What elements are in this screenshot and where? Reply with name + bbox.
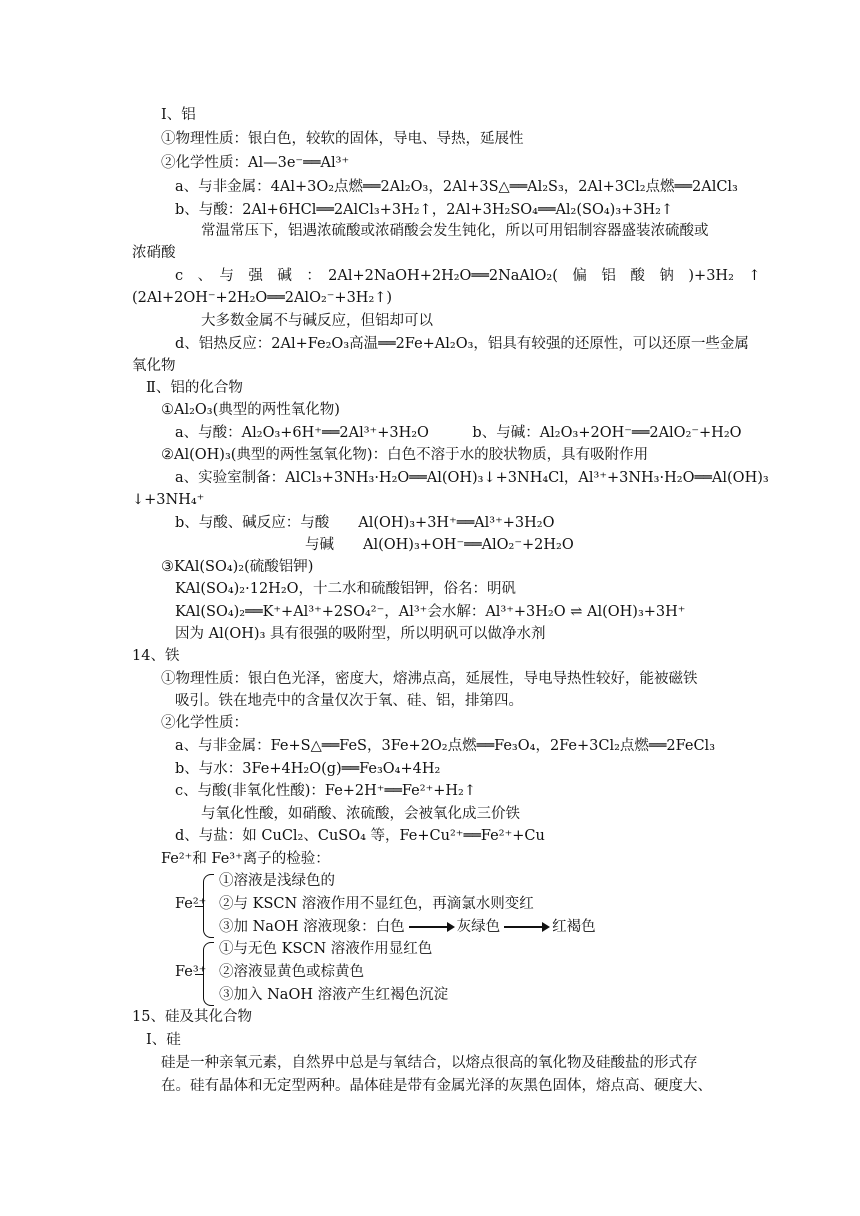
heading-iron: 14、铁: [132, 648, 180, 664]
text-line: Fe²⁺和 Fe³⁺离子的检验：: [161, 851, 330, 867]
fe3-label: Fe³⁺: [175, 964, 207, 980]
fe2-label: Fe²⁺: [175, 896, 207, 912]
text-line: 常温常压下，铝遇浓硫酸或浓硝酸会发生钝化，所以可用铝制容器盛装浓硫酸或: [201, 223, 709, 239]
text-line: c 、 与 强 碱 ： 2Al+2NaOH+2H₂O══2NaAlO₂( 偏 铝 酸 钠 )+3H₂ ↑: [175, 268, 761, 284]
list-item: ②与 KSCN 溶液作用不显红色，再滴氯水则变红: [219, 896, 534, 912]
text-line: KAl(SO₄)₂══K⁺+Al³⁺+2SO₄²⁻，Al³⁺会水解：Al³⁺+3H₂O ⇌ Al(OH)₃+3H⁺: [175, 604, 686, 620]
text-line: 与氧化性酸，如硝酸、浓硫酸，会被氧化成三价铁: [201, 806, 520, 822]
text-line: 与碱 Al(OH)₃+OH⁻══AlO₂⁻+2H₂O: [305, 537, 574, 553]
text-line: ②化学性质：Al—3e⁻══Al³⁺: [161, 155, 350, 171]
brace-icon: [203, 942, 214, 1006]
text-line: 氧化物: [132, 358, 176, 374]
text-line: d、与盐：如 CuCl₂、CuSO₄ 等，Fe+Cu²⁺══Fe²⁺+Cu: [175, 828, 545, 844]
text-line: ①物理性质：银白色光泽，密度大，熔沸点高，延展性，导电导热性较好，能被磁铁: [161, 671, 698, 687]
list-item-text: 灰绿色: [456, 919, 501, 935]
text-line: ①Al₂O₃(典型的两性氧化物): [161, 402, 340, 418]
heading-aluminum-compounds: Ⅱ、铝的化合物: [146, 380, 243, 396]
arrow-right-icon: [409, 926, 453, 928]
list-item-text: ③加 NaOH 溶液现象：白色: [219, 919, 405, 935]
list-item: ①与无色 KSCN 溶液作用显红色: [219, 941, 433, 957]
text-line: a、与非金属：Fe+S△══FeS，3Fe+2O₂点燃══Fe₃O₄，2Fe+3Cl₂点燃══2FeCl₃: [175, 738, 716, 754]
text-line: 因为 Al(OH)₃ 具有很强的吸附型，所以明矾可以做净水剂: [175, 626, 546, 642]
list-item: ②溶液显黄色或棕黄色: [219, 964, 364, 980]
text-line: b、与酸、碱反应：与酸 Al(OH)₃+3H⁺══Al³⁺+3H₂O: [175, 515, 555, 531]
list-item: ③加入 NaOH 溶液产生红褐色沉淀: [219, 987, 449, 1003]
list-item: [219, 916, 596, 938]
text-line: d、铝热反应：2Al+Fe₂O₃高温══2Fe+Al₂O₃，铝具有较强的还原性，可以还原一些金属: [175, 336, 749, 352]
text-line: 浓硝酸: [132, 245, 176, 261]
text-line: 硅是一种亲氧元素，自然界中总是与氧结合，以熔点很高的氧化物及硅酸盐的形式存: [161, 1055, 698, 1071]
brace-icon: [203, 874, 214, 938]
text-line: a、与非金属：4Al+3O₂点燃══2Al₂O₃，2Al+3S△══Al₂S₃，2Al+3Cl₂点燃══2AlCl₃: [175, 179, 738, 195]
heading-aluminum: Ⅰ、铝: [161, 107, 196, 123]
text-line: 在。硅有晶体和无定型两种。晶体硅是带有金属光泽的灰黑色固体，熔点高、硬度大、: [161, 1078, 712, 1094]
text-line: ①物理性质：银白色，较软的固体，导电、导热，延展性: [161, 131, 524, 147]
list-item-text: 红褐色: [552, 919, 596, 935]
text-line: c、与酸(非氧化性酸)：Fe+2H⁺══Fe²⁺+H₂↑: [175, 783, 476, 799]
heading-silicon: Ⅰ、硅: [146, 1032, 181, 1048]
text-line: ②化学性质：: [161, 715, 248, 731]
text-line: b、与酸：2Al+6HCl══2AlCl₃+3H₂↑，2Al+3H₂SO₄══Al₂(SO₄)₃+3H₂↑: [175, 202, 674, 218]
heading-silicon-compounds: 15、硅及其化合物: [132, 1009, 252, 1025]
list-item: ①溶液是浅绿色的: [219, 873, 335, 889]
text-line: 大多数金属不与碱反应，但铝却可以: [201, 313, 433, 329]
arrow-right-icon: [504, 926, 548, 928]
text-line: b、与水：3Fe+4H₂O(g)══Fe₃O₄+4H₂: [175, 761, 441, 777]
text-line: a、与酸：Al₂O₃+6H⁺══2Al³⁺+3H₂O b、与碱：Al₂O₃+2OH⁻══2AlO₂⁻+H₂O: [175, 425, 742, 441]
text-line: ②Al(OH)₃(典型的两性氢氧化物)：白色不溶于水的胶状物质，具有吸附作用: [161, 447, 649, 463]
text-line: ③KAl(SO₄)₂(硫酸铝钾): [161, 559, 314, 575]
text-line: 吸引。铁在地壳中的含量仅次于氧、硅、铝，排第四。: [175, 693, 523, 709]
text-line: (2Al+2OH⁻+2H₂O══2AlO₂⁻+3H₂↑): [132, 290, 393, 306]
text-line: a、实验室制备：AlCl₃+3NH₃·H₂O══Al(OH)₃↓+3NH₄Cl，Al³⁺+3NH₃·H₂O══Al(OH)₃: [175, 470, 769, 486]
text-line: KAl(SO₄)₂·12H₂O，十二水和硫酸铝钾，俗名：明矾: [175, 581, 517, 597]
text-line: ↓+3NH₄⁺: [132, 492, 205, 508]
